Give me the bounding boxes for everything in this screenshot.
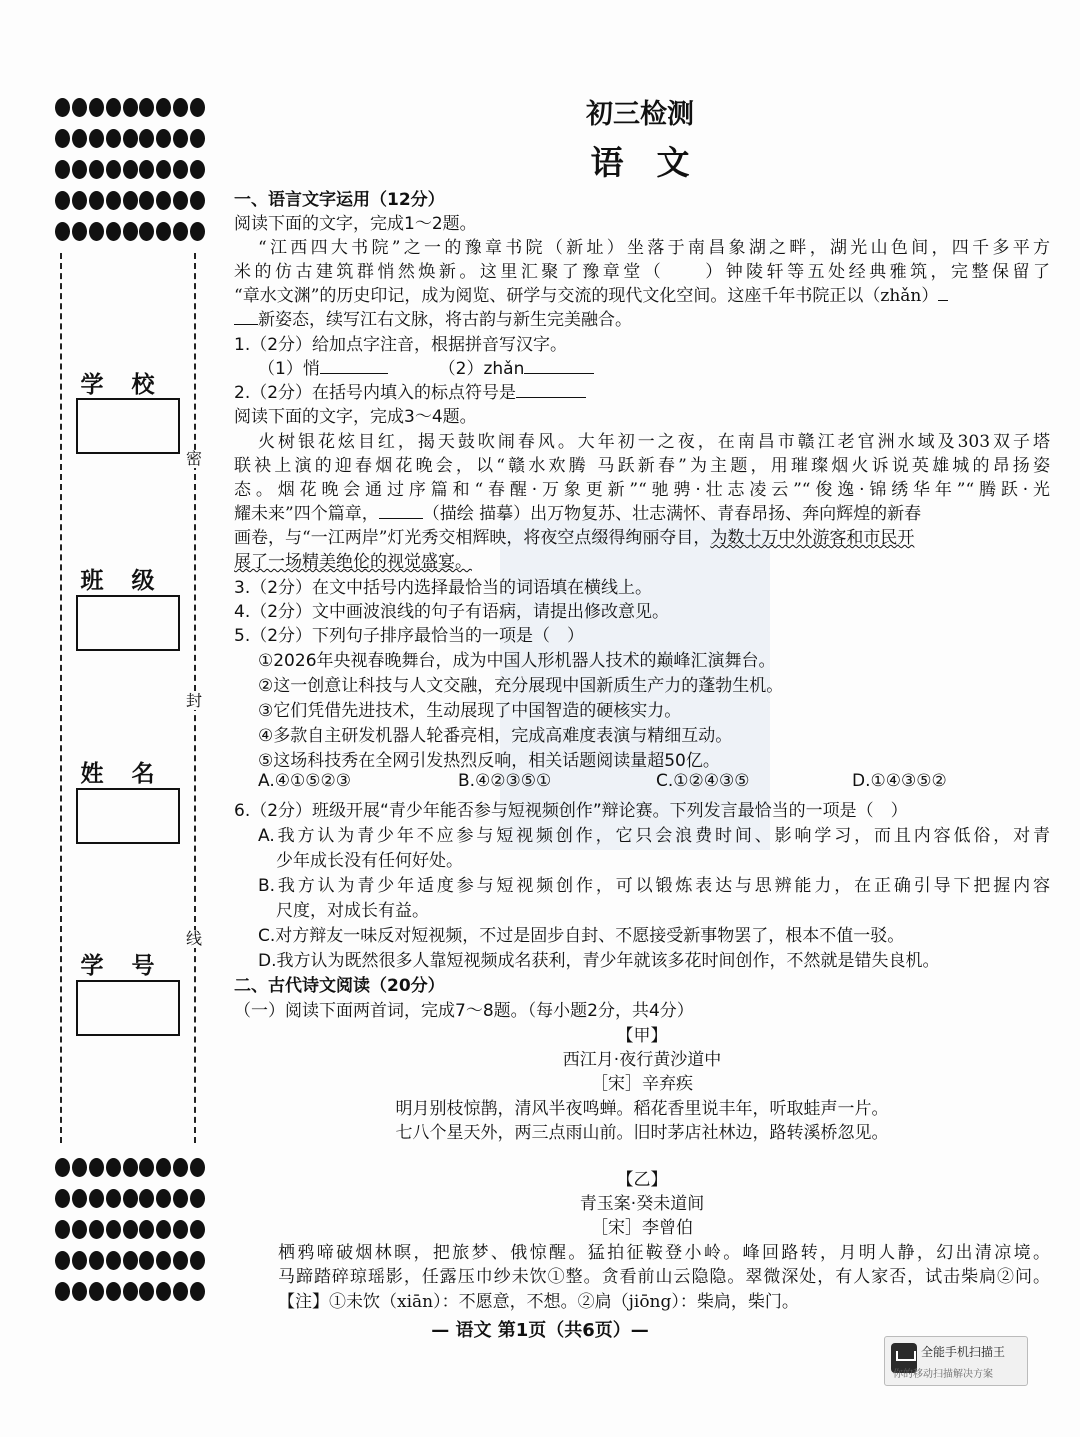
q5-sentence: ⑤这场科技秀在全网引发热烈反响，相关话题阅读量超50亿。 — [258, 751, 720, 771]
section1-heading: 一、语言文字运用（12分） — [234, 190, 445, 210]
answer-blank[interactable] — [379, 518, 423, 519]
poem1-author: ［宋］辛弃疾 — [591, 1074, 693, 1094]
question-2: 2.（2分）在括号内填入的标点符号是 — [234, 378, 1050, 403]
poem2-tag: 【乙】 — [616, 1170, 668, 1190]
q5-sentence: ④多款自主研发机器人轮番亮相，完成高难度表演与精细互动。 — [258, 726, 733, 746]
section2-sub1: （一）阅读下面两首词，完成7～8题。（每小题2分，共4分） — [234, 1001, 694, 1021]
school-field[interactable] — [76, 398, 180, 454]
dot-row — [55, 191, 205, 211]
dot-row — [55, 1220, 205, 1240]
q6-option-c[interactable]: C.对方辩友一味反对短视频，不过是固步自封、不愿接受新事物罢了，根本不值一驳。 — [258, 926, 905, 946]
question-3: 3.（2分）在文中括号内选择最恰当的词语填在横线上。 — [234, 578, 653, 598]
q5-option-c[interactable]: C.①②④③⑤ — [656, 771, 750, 791]
wavy-underlined-sentence: 展了一场精美绝伦的视觉盛宴。 — [234, 552, 472, 572]
q6-option-a[interactable]: A.我方认为青少年不应参与短视频创作，它只会浪费时间、影响学习，而且内容低俗，对青 — [258, 826, 1050, 846]
passage2-line: 态。烟花晚会通过序篇和“春醒·万象更新”“驰骋·壮志凌云”“俊逸·锦绣华年”“腾跃·光 — [234, 480, 1050, 500]
read2-intro: 阅读下面的文字，完成3～4题。 — [234, 407, 477, 427]
q6-option-b-cont: 尺度，对成长有益。 — [276, 901, 429, 921]
poem2-author: ［宋］李曾伯 — [591, 1218, 693, 1238]
student-id-field[interactable] — [76, 980, 180, 1036]
scanner-app-slogan: 你的移动扫描解决方案 — [893, 1369, 993, 1380]
class-field[interactable] — [76, 595, 180, 651]
seal-mark-xian: 线 — [186, 929, 203, 948]
seal-mark-mi: 密 — [186, 449, 203, 468]
passage2-line — [234, 547, 1050, 572]
q6-option-a-cont: 少年成长没有任何好处。 — [276, 851, 463, 871]
section2-heading: 二、古代诗文阅读（20分） — [234, 976, 445, 996]
seal-mark-feng: 封 — [186, 691, 203, 710]
dot-row — [55, 222, 205, 242]
dot-row — [55, 1282, 205, 1302]
passage1-line: 米的仿古建筑群悄然焕新。这里汇聚了豫章堂（ ）钟陵轩等五处经典雅筑，完整保留了 — [234, 262, 1050, 282]
poem1-line: 七八个星天外，两三点雨山前。旧时茅店社林边，路转溪桥忽见。 — [395, 1123, 889, 1143]
q5-option-b[interactable]: B.④②③⑤① — [458, 771, 552, 791]
q5-options — [258, 771, 1050, 791]
read1-intro: 阅读下面的文字，完成1～2题。 — [234, 214, 477, 234]
q5-sentence: ②这一创意让科技与人文交融，充分展现中国新质生产力的蓬勃生机。 — [258, 676, 784, 696]
scanner-app-name: 全能手机扫描王 — [921, 1345, 1006, 1359]
poem1-title: 西江月·夜行黄沙道中 — [562, 1050, 722, 1070]
answer-blank[interactable] — [524, 373, 594, 374]
question-5: 5.（2分）下列句子排序最恰当的一项是（ ） — [234, 626, 585, 646]
q5-option-a[interactable]: A.④①⑤②③ — [258, 771, 351, 791]
question-1: 1.（2分）给加点字注音，根据拼音写汉字。 — [234, 335, 568, 355]
passage1-line: “江西四大书院”之一的豫章书院（新址）坐落于南昌象湖之畔，湖光山色间，四千多平方 — [258, 238, 1050, 258]
passage1-line: “章水文渊”的历史印记，成为阅览、研学与交流的现代文化空间。这座千年书院正以（zhǎn） — [234, 281, 1050, 306]
passage2-line: 联袂上演的迎春烟花晚会，以“赣水欢腾 马跃新春”为主题，用璀璨烟火诉说英雄城的昂扬姿 — [234, 456, 1050, 476]
student-id-label: 学 号 — [80, 953, 165, 979]
dot-row — [55, 1251, 205, 1271]
name-field[interactable] — [76, 788, 180, 844]
question-6: 6.（2分）班级开展“青少年能否参与短视频创作”辩论赛。下列发言最恰当的一项是（ ） — [234, 801, 908, 821]
q6-option-b[interactable]: B.我方认为青少年适度参与短视频创作，可以锻炼表达与思辨能力，在正确引导下把握内容 — [258, 876, 1050, 896]
question-1-blanks: （1）悄 （2）zhǎn — [258, 354, 1050, 379]
poem1-tag: 【甲】 — [616, 1026, 668, 1046]
name-label: 姓 名 — [80, 761, 165, 787]
q5-sentence: ③它们凭借先进技术，生动展现了中国智造的硬核实力。 — [258, 701, 682, 721]
school-label: 学 校 — [80, 372, 165, 398]
passage2-line: 画卷，与“一江两岸”灯光秀交相辉映，将夜空点缀得绚丽夺目，为数十万中外游客和市民开 — [234, 528, 915, 548]
subject-title: 语 文 — [590, 143, 690, 182]
dot-row — [55, 1189, 205, 1209]
exam-title: 初三检测 — [586, 99, 694, 130]
answer-blank[interactable] — [320, 373, 388, 374]
poem2-line: 栖鸦啼破烟林暝，把旅梦、俄惊醒。猛拍征鞍登小岭。峰回路转，月明人静，幻出清凉境。 — [278, 1243, 1050, 1263]
q6-option-d[interactable]: D.我方认为既然很多人靠短视频成名获利，青少年就该多花时间创作，不然就是错失良机。 — [258, 951, 940, 971]
answer-blank[interactable] — [516, 397, 586, 398]
poem1-line: 明月别枝惊鹊，清风半夜鸣蝉。稻花香里说丰年，听取蛙声一片。 — [395, 1099, 889, 1119]
poem2-line: 马蹄踏碎琼瑶影，任露压巾纱未饮①整。贪看前山云隐隐。翠微深处，有人家否，试击柴扃②问。 — [278, 1267, 1050, 1287]
q5-option-d[interactable]: D.①④③⑤② — [852, 771, 947, 791]
dot-row — [55, 1158, 205, 1178]
passage1-line: 新姿态，续写江右文脉，将古韵与新生完美融合。 — [234, 305, 1050, 330]
wavy-underlined-sentence: 为数十万中外游客和市民开 — [710, 528, 915, 548]
passage2-line: 火树银花炫目红，揭天鼓吹闹春风。大年初一之夜，在南昌市赣江老官洲水域及303双子塔 — [258, 432, 1050, 452]
poem2-title: 青玉案·癸未道间 — [579, 1194, 705, 1214]
question-4: 4.（2分）文中画波浪线的句子有语病，请提出修改意见。 — [234, 602, 670, 622]
q5-sentence: ①2026年央视春晚舞台，成为中国人形机器人技术的巅峰汇演舞台。 — [258, 651, 776, 671]
scanner-app-badge — [884, 1336, 1028, 1386]
poem-note: 【注】①未饮（xiān）：不愿意，不想。②扃（jiōng）：柴扃，柴门。 — [278, 1292, 799, 1312]
page-footer: — 语文 第1页（共6页）— — [431, 1320, 649, 1341]
class-label: 班 级 — [80, 568, 165, 594]
passage2-line: 耀未来”四个篇章， （描绘 描摹）出万物复苏、壮志满怀、青春昂扬、奔向辉煌的新春 — [234, 504, 922, 524]
